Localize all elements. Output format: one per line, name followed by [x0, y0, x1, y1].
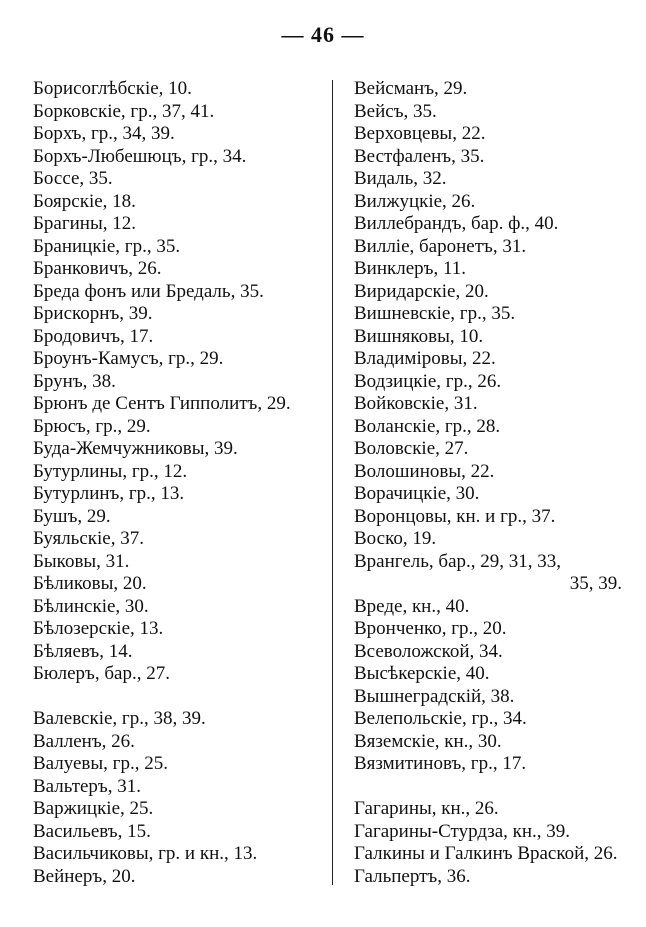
- index-entry: Бранковичъ, 26.: [33, 258, 162, 279]
- index-entry: Бѣлозерскіе, 13.: [33, 618, 164, 639]
- index-entry: Бушъ, 29.: [33, 505, 111, 527]
- index-entry: Бѣлинскіе, 30.: [33, 595, 149, 617]
- index-entry: Верховцевы, 22.: [354, 123, 486, 144]
- index-entry: Валевскіе, гр., 38, 39.: [33, 708, 206, 729]
- index-entry: Вейсъ, 35.: [354, 100, 437, 122]
- index-entry: Вальтеръ, 31.: [33, 775, 142, 797]
- index-entry: Бутурлины, гр., 12.: [33, 460, 188, 482]
- index-entry: Винклеръ, 11.: [354, 258, 467, 279]
- index-column-right: [354, 78, 634, 888]
- index-entry: Васильевъ, 15.: [33, 820, 151, 842]
- section-gap: [33, 686, 323, 709]
- index-entry: Вышнеградскій, 38.: [354, 685, 515, 707]
- index-entry: Варжицкіе, 25.: [33, 798, 154, 819]
- index-entry: Брискорнъ, 39.: [33, 303, 153, 324]
- index-entry: Велепольскіе, гр., 34.: [354, 708, 527, 729]
- index-entry: Вяземскіе, кн., 30.: [354, 730, 502, 752]
- index-entry: Вронченко, гр., 20.: [354, 618, 507, 639]
- index-entry: Боссе, 35.: [33, 168, 113, 189]
- index-column-left: [33, 78, 323, 888]
- index-entry: Буяльскіе, 37.: [33, 528, 144, 549]
- section-gap: [354, 776, 634, 799]
- index-entry: Вязмитиновъ, гр., 17.: [354, 753, 527, 774]
- page-number: — 46 —: [281, 22, 365, 47]
- index-entry: Вилжуцкіе, 26.: [354, 190, 476, 212]
- index-entry: Боярскіе, 18.: [33, 190, 136, 212]
- index-entry: Вилліе, баронетъ, 31.: [354, 235, 527, 257]
- index-entry: Вишняковы, 10.: [354, 325, 484, 347]
- index-entry: Борхъ-Любешюцъ, гр., 34.: [33, 145, 247, 167]
- index-entry: Воско, 19.: [354, 528, 437, 549]
- index-entry: Броунъ-Камусъ, гр., 29.: [33, 348, 224, 369]
- index-entry: Виридарскіе, 20.: [354, 280, 489, 302]
- index-entry: Бюлеръ, бар., 27.: [33, 663, 170, 684]
- index-entry: Виллебрандъ, бар. ф., 40.: [354, 213, 559, 234]
- index-entry: Войковскіе, 31.: [354, 393, 478, 414]
- index-entry: Брунъ, 38.: [33, 370, 116, 392]
- index-entry: Быковы, 31.: [33, 550, 130, 572]
- index-entry: Гагарины-Стурдза, кн., 39.: [354, 820, 571, 842]
- column-divider: [332, 80, 333, 885]
- index-entry: Вишневскіе, гр., 35.: [354, 303, 516, 324]
- index-entry: Буда-Жемчужниковы, 39.: [33, 438, 238, 459]
- index-entry: Воланскіе, гр., 28.: [354, 415, 501, 437]
- index-entry: Бѣликовы, 20.: [33, 573, 147, 594]
- index-entry: Брюнъ де Сентъ Гипполитъ, 29.: [33, 393, 291, 414]
- index-entry: Врангель, бар., 29, 31, 33,: [354, 550, 561, 572]
- index-entry: Водзицкіе, гр., 26.: [354, 370, 502, 392]
- index-entry: Бреда фонъ или Бредаль, 35.: [33, 280, 264, 302]
- index-entry: Васильчиковы, гр. и кн., 13.: [33, 843, 258, 864]
- index-entry-continuation: 35, 39.: [569, 573, 622, 594]
- index-entry: Борковскіе, гр., 37, 41.: [33, 100, 215, 122]
- index-entry: Брюсъ, гр., 29.: [33, 415, 151, 437]
- index-entry: Ворачицкіе, 30.: [354, 483, 480, 504]
- index-entry: Вреде, кн., 40.: [354, 595, 470, 617]
- index-entry: Брагины, 12.: [33, 213, 136, 234]
- index-entry: Бѣляевъ, 14.: [33, 640, 133, 662]
- index-entry: Воронцовы, кн. и гр., 37.: [354, 505, 556, 527]
- index-entry: Вестфаленъ, 35.: [354, 145, 485, 167]
- index-entry: Браницкіе, гр., 35.: [33, 235, 181, 257]
- index-entry: Вейсманъ, 29.: [354, 78, 468, 99]
- index-entry: Владиміровы, 22.: [354, 348, 496, 369]
- index-entry: Высѣкерскіе, 40.: [354, 663, 490, 684]
- index-entry: Валленъ, 26.: [33, 730, 135, 752]
- index-entry: Галкины и Галкинъ Враской, 26.: [354, 843, 618, 864]
- index-entry: Борисоглѣбскіе, 10.: [33, 78, 192, 99]
- index-entry: Гальпертъ, 36.: [354, 865, 471, 887]
- index-entry: Бутурлинъ, гр., 13.: [33, 483, 185, 504]
- index-entry: Бродовичъ, 17.: [33, 325, 154, 347]
- index-entry: Борхъ, гр., 34, 39.: [33, 123, 175, 144]
- index-entry: Волошиновы, 22.: [354, 460, 495, 482]
- index-entry: Гагарины, кн., 26.: [354, 798, 499, 819]
- index-entry: Воловскіе, 27.: [354, 438, 469, 459]
- index-entry: Видаль, 32.: [354, 168, 447, 189]
- index-entry: Валуевы, гр., 25.: [33, 753, 168, 774]
- index-entry: Всеволожской, 34.: [354, 640, 503, 662]
- index-entry: Вейнеръ, 20.: [33, 865, 136, 887]
